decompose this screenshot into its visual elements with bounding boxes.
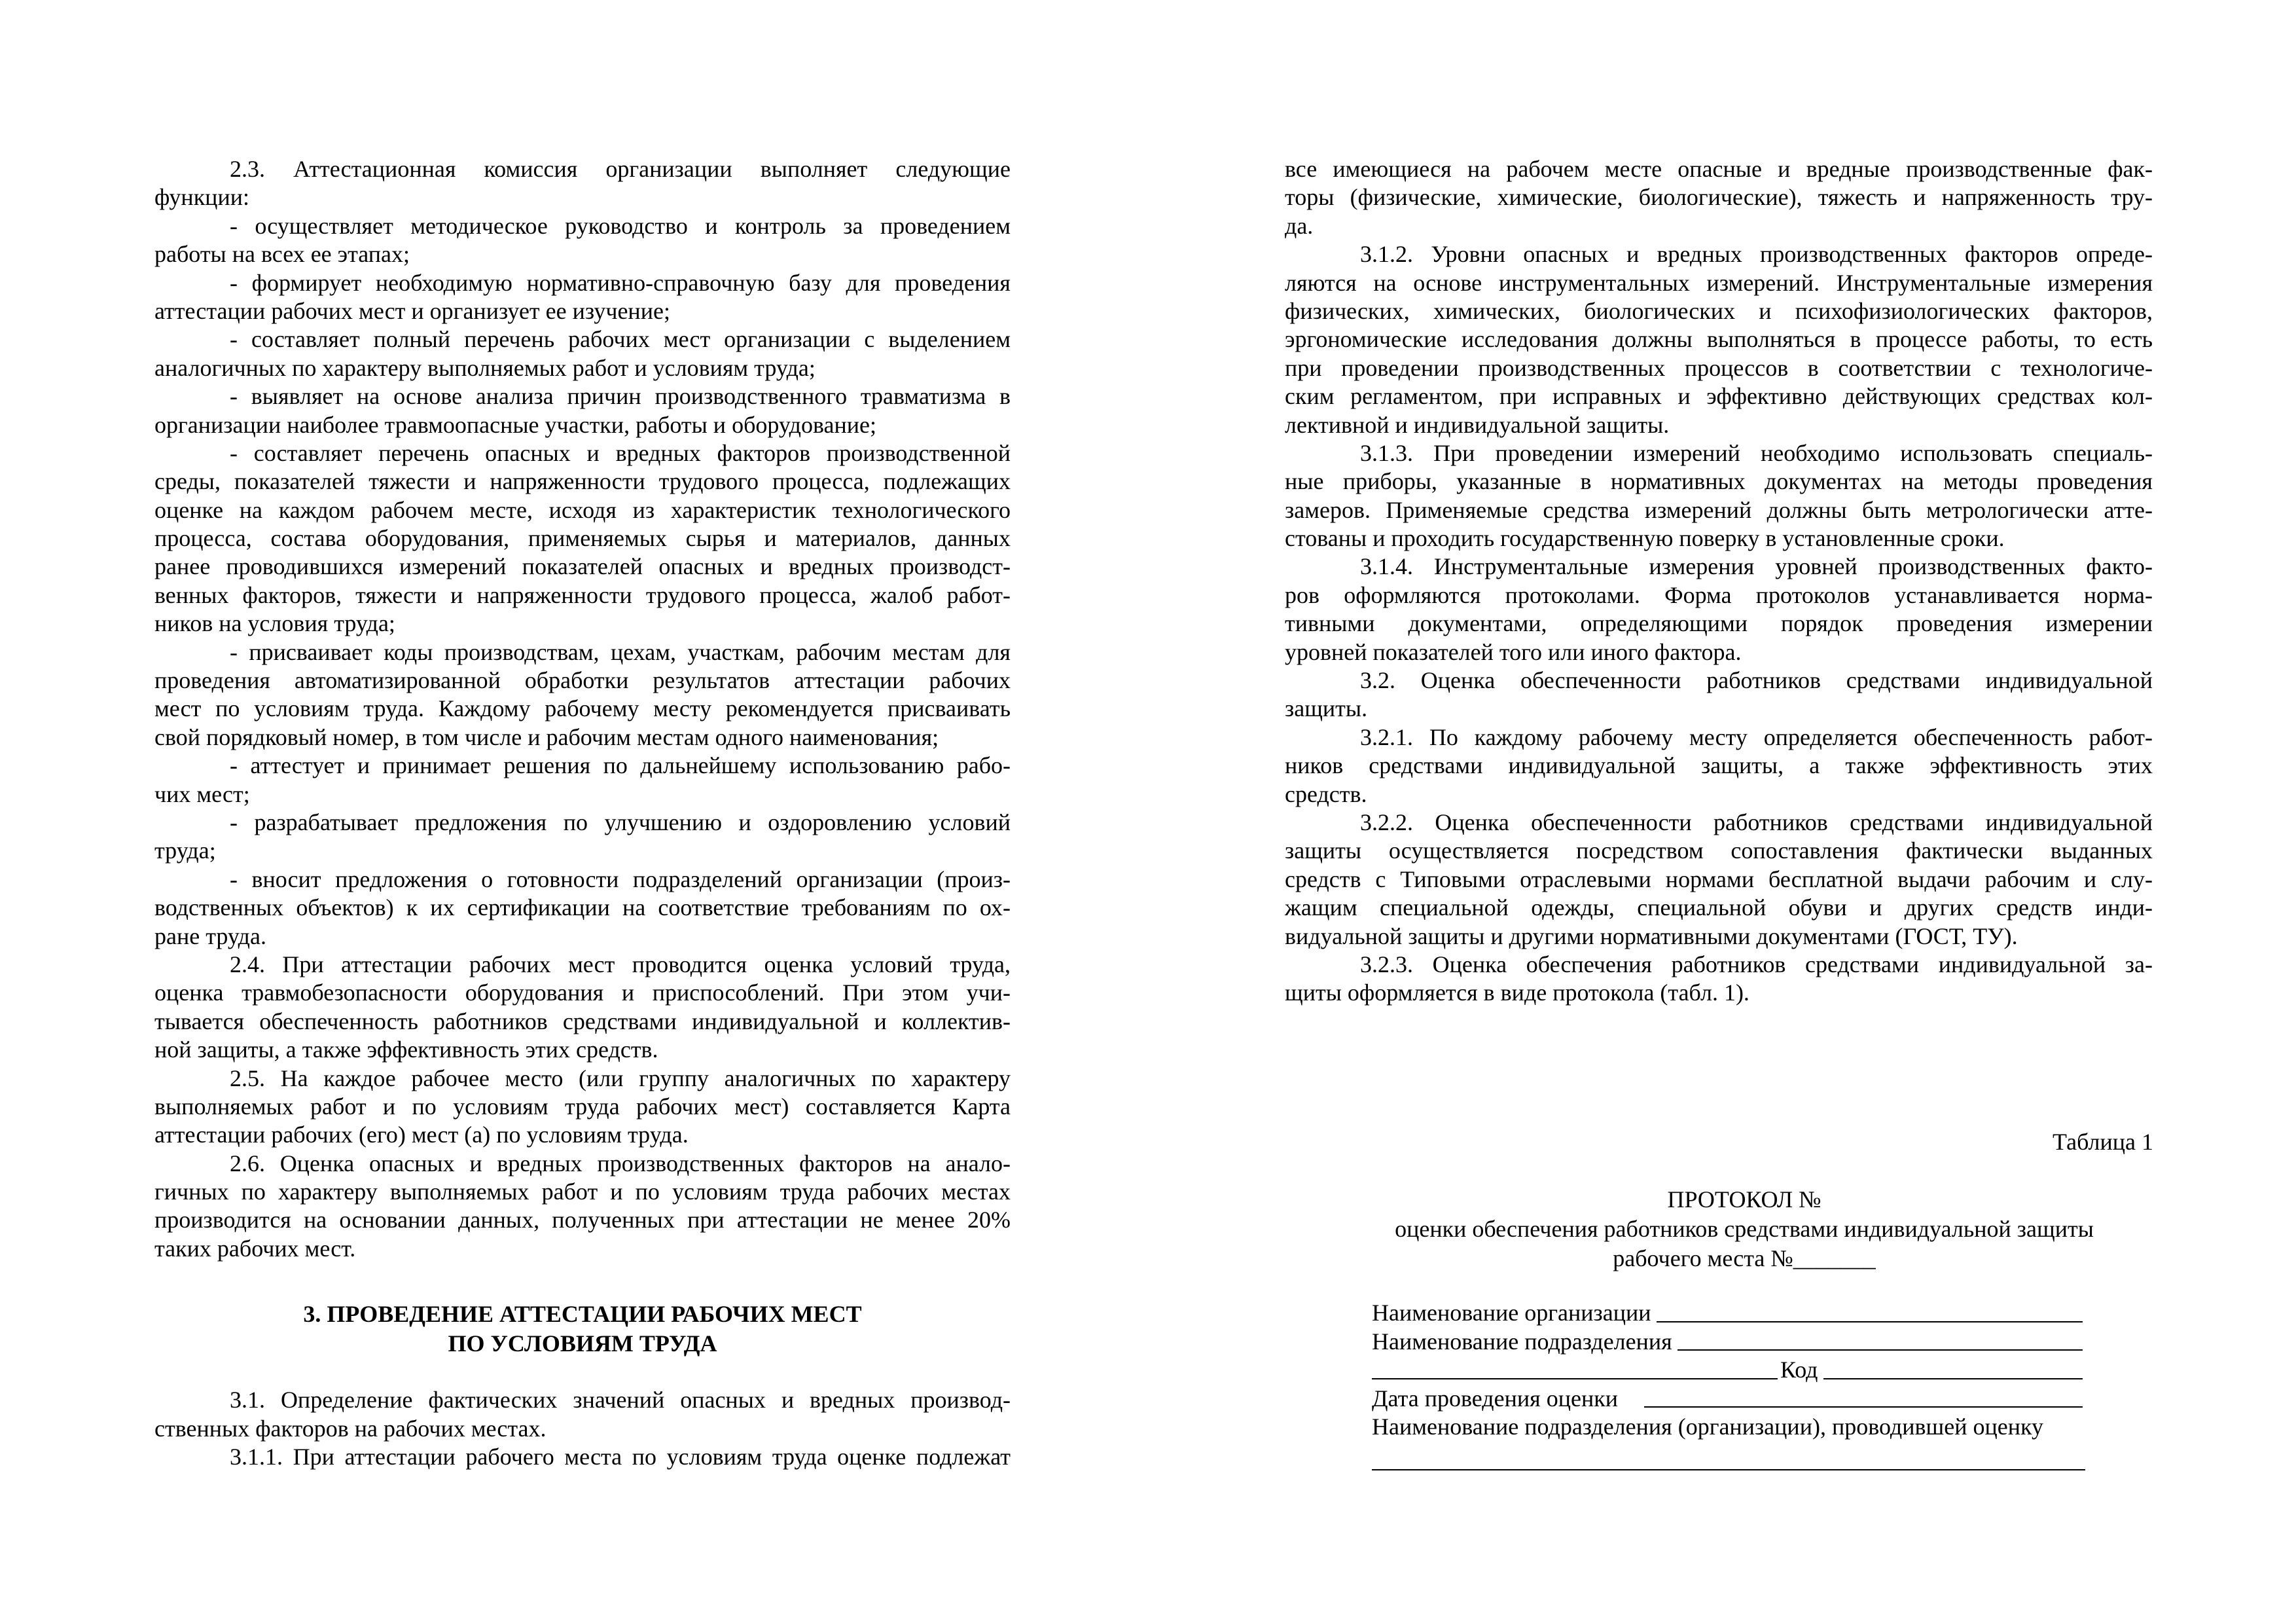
- text-line: ные приборы, указанные в нормативных документах на методы проведения: [1285, 468, 2153, 495]
- text-line: 3.2.1. По каждому рабочему месту определяется обеспеченность работ-: [1360, 723, 2153, 750]
- form-row-code: [1372, 1356, 2085, 1385]
- text-line: ским регламентом, при исправных и эффективно действующих средствах кол-: [1285, 383, 2153, 410]
- text-line: 2.6. Оценка опасных и вредных производственных факторов на анало-: [230, 1150, 1011, 1176]
- paragraph: [154, 1386, 1011, 1443]
- text-line: функции:: [154, 184, 249, 211]
- text-line: 2.5. На каждое рабочее место (или группу аналогичных по характеру: [230, 1065, 1011, 1091]
- text-line: 2.3. Аттестационная комиссия организации выполняет следующие: [230, 156, 1011, 182]
- table-caption: Таблица 1: [2053, 1129, 2153, 1155]
- text-line: ников на условия труда;: [154, 610, 395, 637]
- date-blank: [1644, 1387, 2083, 1408]
- protocol-subtitle: оценки обеспечения работников средствами индивидуальной защиты: [1395, 1216, 2094, 1242]
- text-line: все имеющиеся на рабочем месте опасные и вредные производственные фак-: [1285, 156, 2153, 182]
- paragraph: [154, 951, 1011, 1065]
- section-3-text: [154, 1386, 1011, 1471]
- text-line: защиты осуществляется посредством сопоставления фактически выданных: [1285, 837, 2153, 864]
- text-line: венных факторов, тяжести и напряженности трудового процесса, жалоб работ-: [154, 581, 1011, 608]
- text-line: 3.1.2. Уровни опасных и вредных производственных факторов опреде-: [1360, 241, 2153, 268]
- text-line: таких рабочих мест.: [154, 1235, 356, 1262]
- protocol-title-block: [1335, 1185, 2153, 1273]
- text-line: 3.2.3. Оценка обеспечения работников средствами индивидуальной за-: [1360, 951, 2153, 977]
- text-line: - присваивает коды производствам, цехам, участкам, рабочим местам для: [230, 638, 1011, 665]
- organization-blank: [1657, 1302, 2083, 1322]
- text-line: работы на всех ее этапах;: [154, 241, 410, 268]
- department-continued-blank: [1372, 1359, 1778, 1379]
- text-line: - составляет перечень опасных и вредных факторов производственной: [230, 439, 1011, 466]
- text-line: ранее проводившихся измерений показателей опасных и вредных производст-: [154, 553, 1011, 580]
- text-line: тивными документами, определяющими порядок проведения измерении: [1285, 610, 2153, 637]
- paragraph: [154, 325, 1011, 382]
- section-3-heading: [154, 1300, 1011, 1359]
- field-label: Наименование организации: [1372, 1300, 1651, 1326]
- text-line: ров оформляются протоколами. Форма протоколов устанавливается норма-: [1285, 581, 2153, 608]
- text-line: - аттестует и принимает решения по дальнейшему использованию рабо-: [230, 752, 1011, 779]
- code-blank: [1823, 1359, 2083, 1379]
- text-line: аналогичных по характеру выполняемых работ и условиям труда;: [154, 354, 816, 381]
- text-line: тывается обеспеченность работников средствами индивидуальной и коллектив-: [154, 1008, 1011, 1034]
- text-line: организации наиболее травмоопасные участки, работы и оборудование;: [154, 411, 876, 438]
- field-label: Дата проведения оценки: [1372, 1385, 1618, 1412]
- field-label: Наименование подразделения: [1372, 1328, 1672, 1355]
- text-line: 3.1.3. При проведении измерений необходимо использовать специаль-: [1360, 439, 2153, 466]
- text-line: чих мест;: [154, 780, 250, 807]
- text-line: ране труда.: [154, 922, 266, 949]
- text-line: ственных факторов на рабочих местах.: [154, 1415, 547, 1442]
- text-line: мест по условиям труда. Каждому рабочему месту рекомендуется присваивать: [154, 695, 1011, 722]
- text-line: ников средствами индивидуальной защиты, а также эффективность этих: [1285, 752, 2153, 779]
- text-line: свой порядковый номер, в том числе и рабочим местам одного наименования;: [154, 723, 939, 750]
- paragraph: [1285, 723, 2153, 809]
- section-3-continued-text: [1285, 155, 2153, 1008]
- field-label: Наименование подразделения (организации), проводившей оценку: [1372, 1413, 2043, 1440]
- text-line: защиты.: [1285, 695, 1368, 722]
- form-row-department: [1372, 1328, 2085, 1357]
- protocol-title: ПРОТОКОЛ №: [1667, 1186, 1821, 1213]
- text-line: лективной и индивидуальной защиты.: [1285, 411, 1670, 438]
- text-line: аттестации рабочих (его) мест (а) по условиям труда.: [154, 1122, 689, 1148]
- text-line: уровней показателей того или иного фактора.: [1285, 638, 1742, 665]
- text-line: - вносит предложения о готовности подразделений организации (произ-: [230, 866, 1011, 892]
- text-line: аттестации рабочих мест и организует ее изучение;: [154, 297, 670, 324]
- text-line: гичных по характеру выполняемых работ и по условиям труда рабочих местах: [154, 1178, 1011, 1205]
- text-line: производится на основании данных, полученных при аттестации не менее 20%: [154, 1207, 1011, 1233]
- text-line: да.: [1285, 212, 1314, 239]
- text-line: процесса, состава оборудования, применяемых сырья и материалов, данных: [154, 525, 1011, 552]
- text-line: жащим специальной одежды, специальной обуви и других средств инди-: [1285, 894, 2153, 921]
- right-page-column: [1285, 155, 2153, 1008]
- paragraph: [154, 1443, 1011, 1471]
- paragraph: [1285, 809, 2153, 951]
- heading-line: ПО УСЛОВИЯМ ТРУДА: [448, 1330, 717, 1357]
- protocol-form: [1372, 1299, 2085, 1476]
- paragraph: [1285, 439, 2153, 553]
- paragraph: [1285, 240, 2153, 439]
- assessor-blank: [1372, 1450, 2085, 1470]
- paragraph: [154, 866, 1011, 951]
- field-label: Код: [1780, 1357, 1818, 1383]
- text-line: 3.2.2. Оценка обеспеченности работников средствами индивидуальной: [1360, 809, 2153, 835]
- form-row-assessor: [1372, 1413, 2085, 1442]
- paragraph: [1285, 155, 2153, 240]
- text-line: при проведении производственных процессов в соответствии с технологиче-: [1285, 354, 2153, 381]
- text-line: 3.1.1. При аттестации рабочего места по условиям труда оценке подлежат: [230, 1444, 1011, 1470]
- text-line: труда;: [154, 837, 216, 864]
- department-blank: [1677, 1330, 2083, 1351]
- text-line: стованы и проходить государственную поверку в установленные сроки.: [1285, 525, 2005, 552]
- paragraph: [154, 212, 1011, 269]
- text-line: - составляет полный перечень рабочих мест организации с выделением: [230, 326, 1011, 353]
- paragraph: [154, 752, 1011, 809]
- paragraph: [154, 155, 1011, 212]
- text-line: средств с Типовыми отраслевыми нормами бесплатной выдачи рабочим и слу-: [1285, 866, 2153, 892]
- paragraph: [154, 269, 1011, 326]
- text-line: водственных объектов) к их сертификации на соответствие требованиям по ох-: [154, 894, 1011, 921]
- paragraph: [154, 439, 1011, 638]
- paragraph: [1285, 666, 2153, 723]
- text-line: - формирует необходимую нормативно-справочную базу для проведения: [230, 269, 1011, 296]
- text-line: проведения автоматизированной обработки результатов аттестации рабочих: [154, 667, 1011, 694]
- text-line: 2.4. При аттестации рабочих мест проводится оценка условий труда,: [230, 951, 1011, 977]
- text-line: торы (физические, химические, биологические), тяжесть и напряженность тру-: [1285, 184, 2153, 211]
- text-line: физических, химических, биологических и психофизиологических факторов,: [1285, 297, 2153, 324]
- heading-line: 3. ПРОВЕДЕНИЕ АТТЕСТАЦИИ РАБОЧИХ МЕСТ: [303, 1301, 862, 1328]
- form-row-assessor-blank: [1372, 1442, 2085, 1476]
- form-row-date: [1372, 1385, 2085, 1413]
- text-line: 3.1.4. Инструментальные измерения уровней производственных факто-: [1360, 553, 2153, 580]
- text-line: замеров. Применяемые средства измерений должны быть метрологически атте-: [1285, 496, 2153, 523]
- left-page-column: [154, 155, 1011, 1471]
- text-line: среды, показателей тяжести и напряженности трудового процесса, подлежащих: [154, 468, 1011, 495]
- text-line: эргономические исследования должны выполняться в процессе работы, то есть: [1285, 326, 2153, 353]
- paragraph: [154, 809, 1011, 866]
- text-line: оценке на каждом рабочем месте, исходя из характеристик технологического: [154, 496, 1011, 523]
- text-line: ляются на основе инструментальных измерений. Инструментальные измерения: [1285, 269, 2153, 296]
- text-line: - осуществляет методическое руководство и контроль за проведением: [230, 212, 1011, 239]
- section-2-text: [154, 155, 1011, 1263]
- paragraph: [154, 1065, 1011, 1150]
- form-row-organization: [1372, 1299, 2085, 1328]
- paragraph: [1285, 553, 2153, 666]
- text-line: 3.2. Оценка обеспеченности работников средствами индивидуальной: [1360, 667, 2153, 694]
- text-line: средств.: [1285, 780, 1367, 807]
- text-line: видуальной защиты и другими нормативными документами (ГОСТ, ТУ).: [1285, 922, 2018, 949]
- text-line: 3.1. Определение фактических значений опасных и вредных производ-: [230, 1387, 1011, 1413]
- text-line: оценка травмобезопасности оборудования и приспособлений. При этом учи-: [154, 979, 1011, 1006]
- text-line: - разрабатывает предложения по улучшению и оздоровлению условий: [230, 809, 1011, 835]
- paragraph: [1285, 951, 2153, 1008]
- paragraph: [154, 1150, 1011, 1264]
- paragraph: [154, 382, 1011, 439]
- paragraph: [154, 638, 1011, 752]
- text-line: - выявляет на основе анализа причин производственного травматизма в: [230, 383, 1011, 410]
- text-line: щиты оформляется в виде протокола (табл. 1).: [1285, 979, 1749, 1006]
- text-line: ной защиты, а также эффективность этих средств.: [154, 1036, 658, 1063]
- text-line: выполняемых работ и по условиям труда рабочих мест) составляется Карта: [154, 1093, 1011, 1120]
- protocol-workplace-number: рабочего места №_______: [1613, 1245, 1876, 1271]
